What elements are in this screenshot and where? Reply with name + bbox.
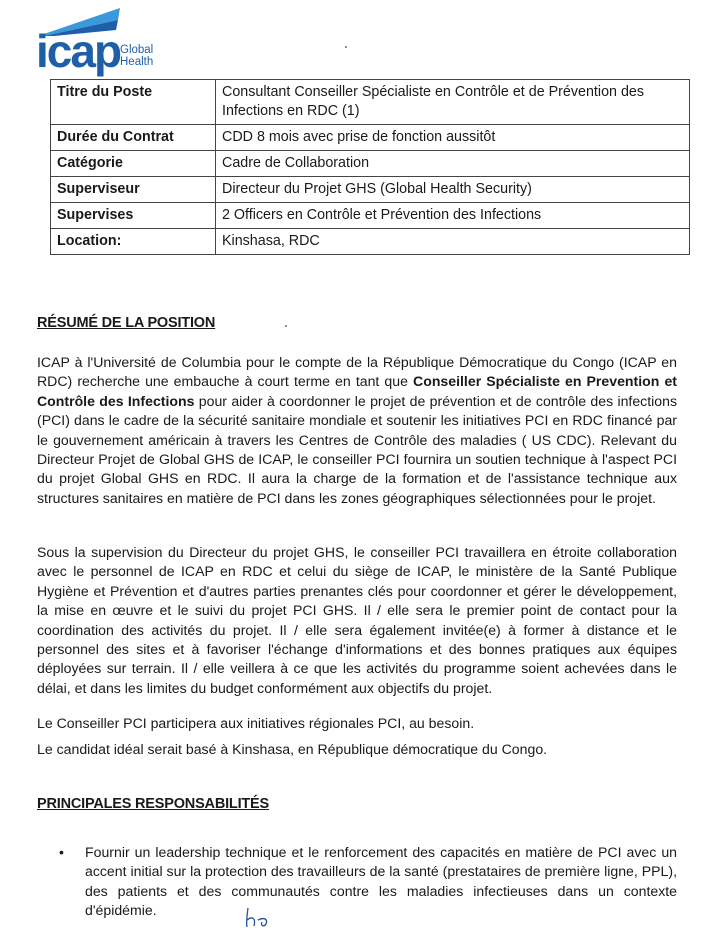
row-value: Kinshasa, RDC: [216, 229, 690, 255]
table-row: [51, 229, 690, 255]
table-row: [51, 80, 690, 125]
summary-paragraph-2: Sous la supervision du Directeur du projet GHS, le conseiller PCI travaillera en étroite collaboration avec le personnel de ICAP en RDC et celui du siège de ICAP, le ministère de la Santé Publique Hygiène et Prévention et d'autres parties prenantes clés pour coordonner et gérer le développement, la mise en œuvre et le suivi du projet PCI GHS. Il / elle sera le premier point de contact pour la coordination des activités du projet. Il / elle sera également invitée(e) à former à distance et le personnel des sites et à favoriser l'échange d'informations et des bonnes pratiques aux équipes déployées sur terrain. Il / elle veillera à ce que les activités du programme soient achevées dans le délai, et dans les limites du budget conformément aux objectifs du projet.: [37, 544, 677, 696]
responsibilities-heading: PRINCIPALES RESPONSABILITÉS: [37, 796, 270, 812]
row-label: Superviseur: [51, 177, 216, 203]
row-value: Cadre de Collaboration: [216, 151, 690, 177]
row-label: Supervises: [51, 203, 216, 229]
summary-heading: RÉSUMÉ DE LA POSITION: [37, 315, 216, 331]
summary-paragraph-1: ICAP à l'Université de Columbia pour le compte de la République Démocratique du Congo (ICAP en RDC) recherche une embauche à court terme en tant que Conseiller Spécialiste en Prevention et Contrôle des Infections pour aider à coordonner le projet de prévention et de contrôle des infections (PCI) dans le cadre de la sécurité sanitaire mondiale et soutenir les initiatives PCI en RDC financé par le gouvernement américain à travers les Centres de Contrôle des maladies ( US CDC). Relevant du Directeur Projet de Global GHS de ICAP, le conseiller PCI fournira un soutien technique à l'aspect PCI du projet Global GHS en RDC. Il aura la charge de la formation et de l'assistance technique aux structures sanitaires en matière de PCI dans les zones géographiques sélectionnées pour le projet.: [37, 354, 677, 506]
row-value: 2 Officers en Contrôle et Prévention des Infections: [216, 203, 690, 229]
handwritten-initial: [242, 906, 282, 928]
row-value: Directeur du Projet GHS (Global Health Security): [216, 177, 690, 203]
logo-wordmark: icap: [36, 25, 121, 77]
scan-speck: [285, 325, 287, 327]
scan-speck: [345, 46, 347, 48]
row-label: Titre du Poste: [51, 80, 216, 125]
table-row: [51, 125, 690, 151]
row-label: Durée du Contrat: [51, 125, 216, 151]
row-label: Catégorie: [51, 151, 216, 177]
summary-paragraph-3: Le Conseiller PCI participera aux initiatives régionales PCI, au besoin.: [37, 715, 475, 731]
row-value: Consultant Conseiller Spécialiste en Contrôle et de Prévention des Infections en RDC (1): [216, 80, 690, 125]
logo-subtitle: Global Health: [120, 44, 154, 68]
list-item: • Fournir un leadership technique et le renforcement des capacités en matière de PCI avec un accent initial sur la protection des travailleurs de la santé (prestataires de première ligne, PPL), des patients et des communautés contre les maladies infectieuses dans un contexte d'épidémie.: [59, 844, 677, 919]
responsibilities-list: [57, 843, 677, 921]
table-row: [51, 177, 690, 203]
row-value: CDD 8 mois avec prise de fonction aussitôt: [216, 125, 690, 151]
job-info-table: [50, 79, 690, 255]
icap-logo: [34, 6, 194, 78]
bullet-icon: •: [59, 844, 64, 860]
row-label: Location:: [51, 229, 216, 255]
table-row: [51, 151, 690, 177]
summary-paragraph-4: Le candidat idéal serait basé à Kinshasa, en République démocratique du Congo.: [37, 741, 548, 757]
table-row: [51, 203, 690, 229]
